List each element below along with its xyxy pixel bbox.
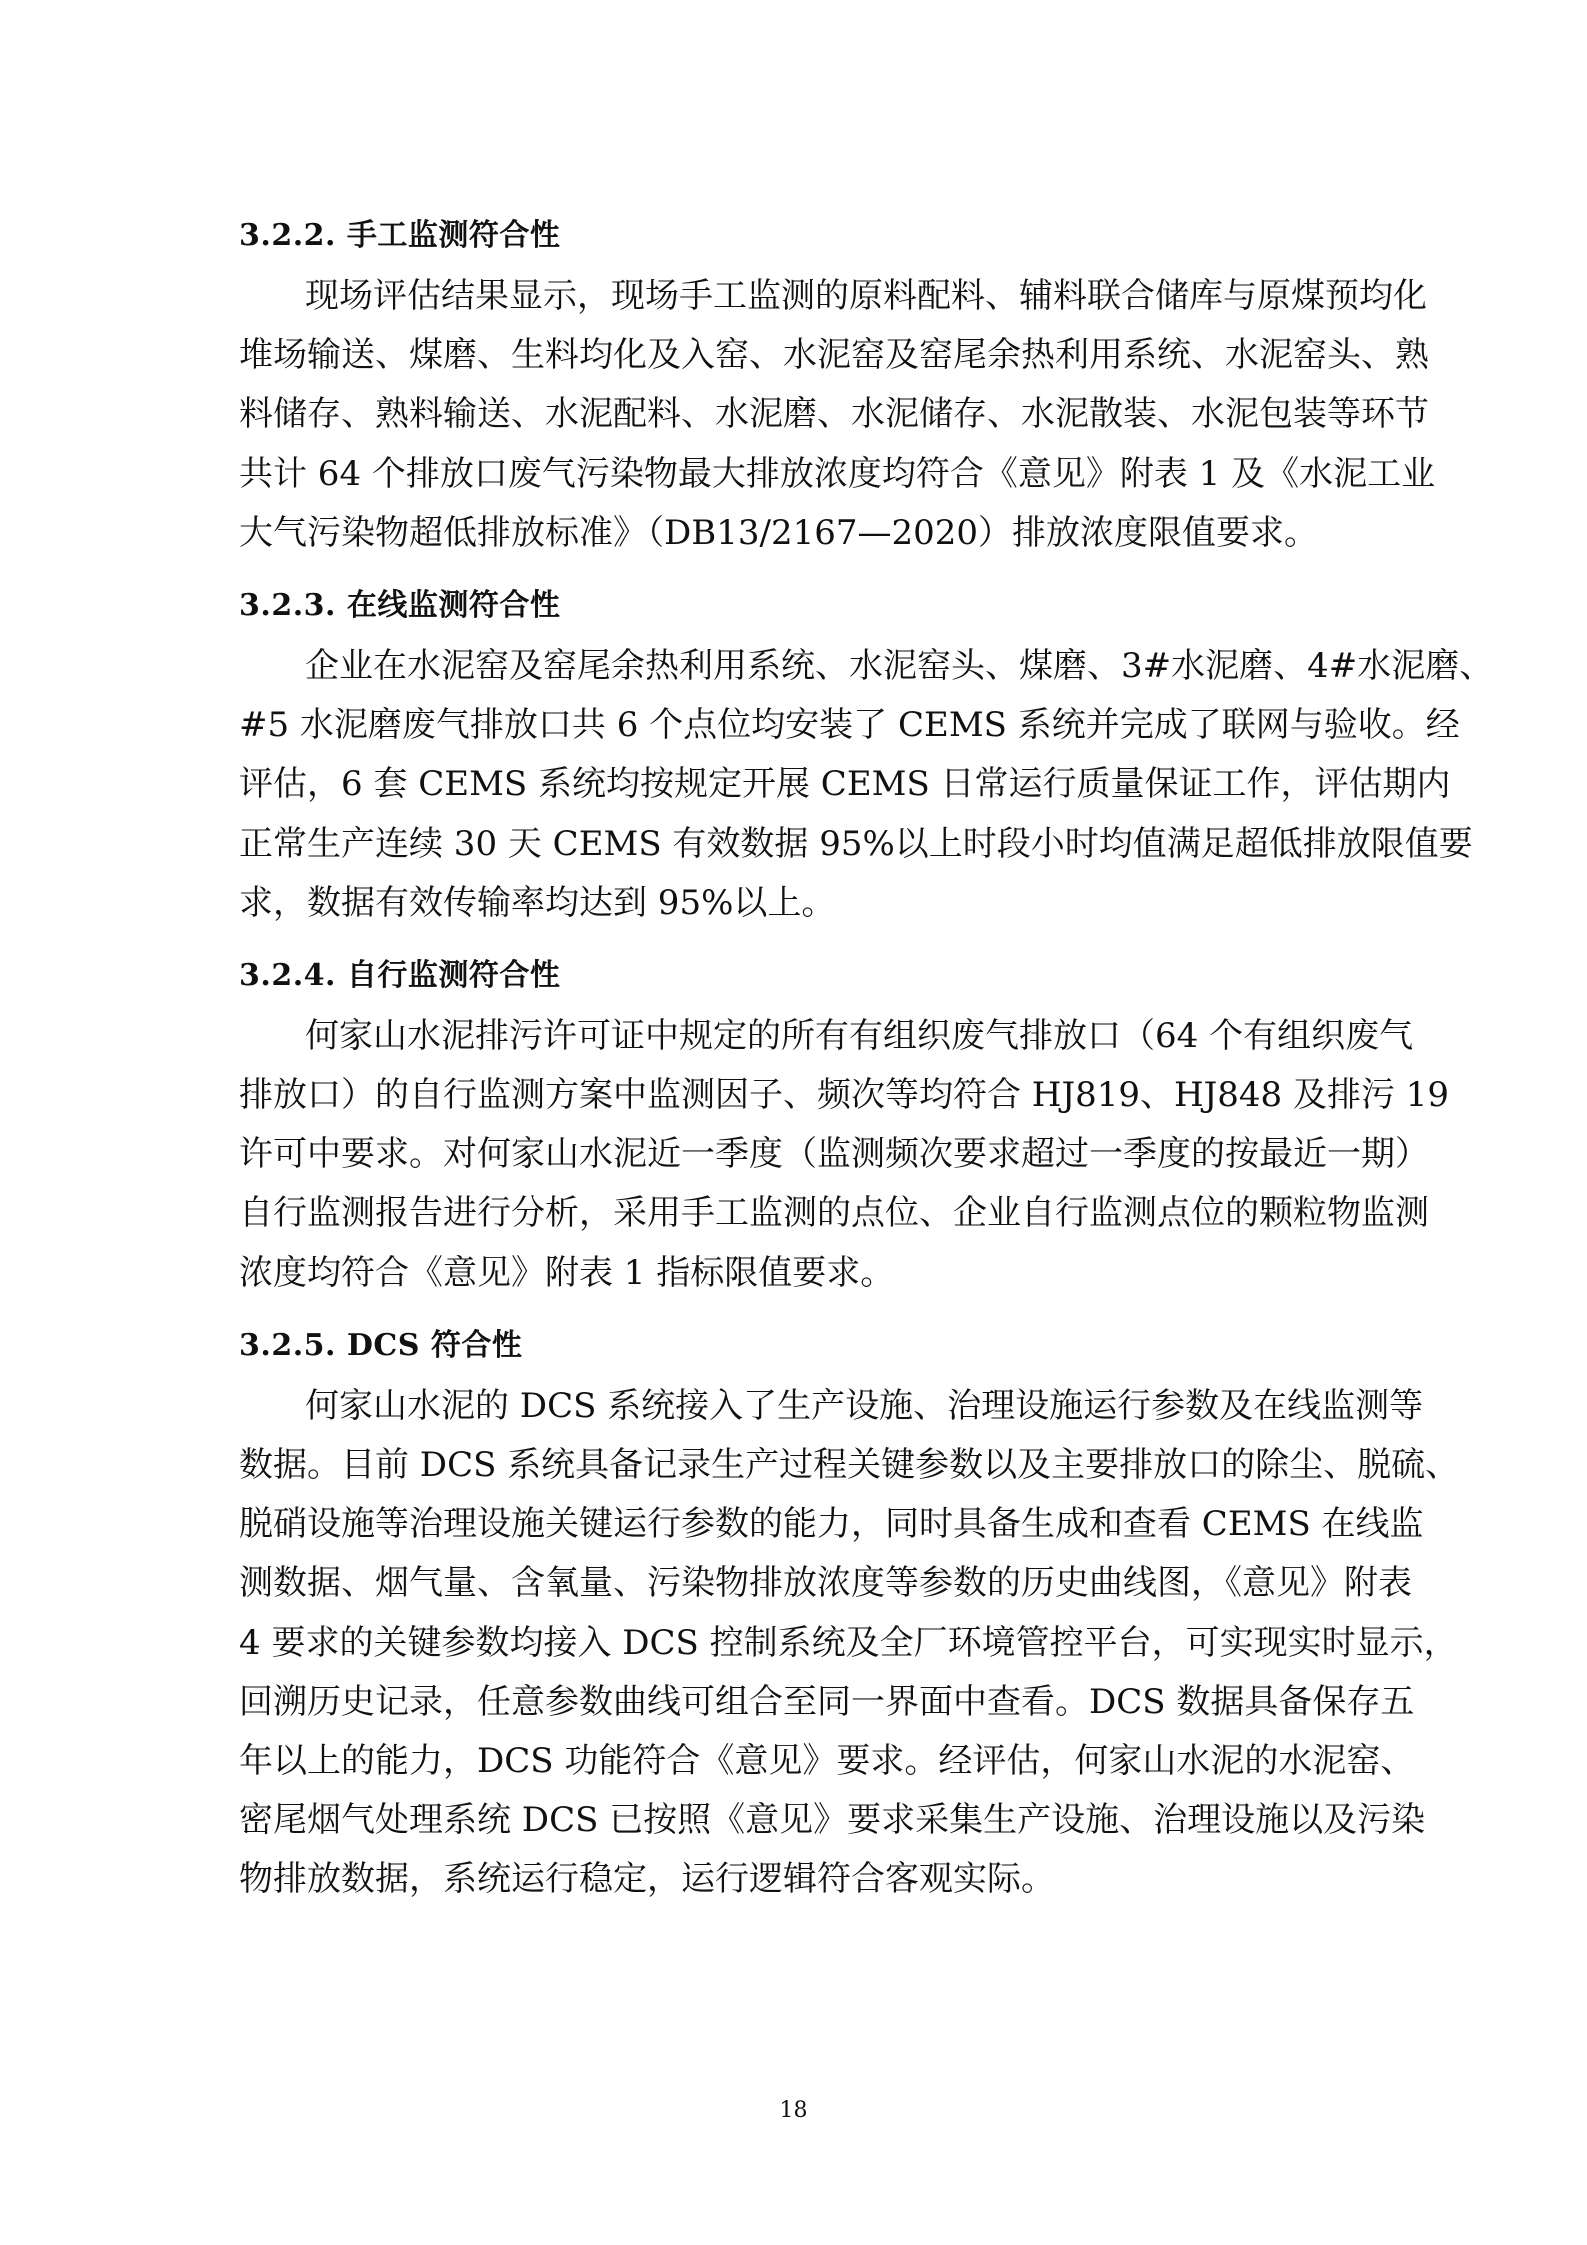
- section-paragraph-3-2-4: [239, 1007, 1450, 1303]
- paragraph-line: 正常生产连续 30 天 CEMS 有效数据 95%以上时段小时均值满足超低排放限值要: [239, 823, 1473, 864]
- paragraph-line: 堆场输送、煤磨、生料均化及入窑、水泥窑及窑尾余热利用系统、水泥窑头、熟: [239, 335, 1429, 376]
- section-heading-3-2-5: 3.2.5. DCS 符合性: [239, 1327, 523, 1363]
- paragraph-line: 许可中要求。对何家山水泥近一季度（监测频次要求超过一季度的按最近一期）: [239, 1134, 1429, 1175]
- paragraph-line: 现场评估结果显示，现场手工监测的原料配料、辅料联合储库与原煤预均化: [305, 276, 1427, 316]
- section-paragraph-3-2-3: [239, 637, 1494, 933]
- paragraph-line: 自行监测报告进行分析，采用手工监测的点位、企业自行监测点位的颗粒物监测: [239, 1193, 1429, 1234]
- paragraph-line: 共计 64 个排放口废气污染物最大排放浓度均符合《意见》附表 1 及《水泥工业: [239, 453, 1436, 494]
- paragraph-line: 企业在水泥窑及窑尾余热利用系统、水泥窑头、煤磨、3#水泥磨、4#水泥磨、: [305, 645, 1494, 686]
- page-number: 18: [779, 2098, 808, 2123]
- section-heading-3-2-3: 3.2.3. 在线监测符合性: [239, 587, 561, 623]
- paragraph-line: 密尾烟气处理系统 DCS 已按照《意见》要求采集生产设施、治理设施以及污染: [239, 1800, 1426, 1841]
- paragraph-line: 排放口）的自行监测方案中监测因子、频次等均符合 HJ819、HJ848 及排污 19: [239, 1075, 1450, 1116]
- paragraph-line: 脱硝设施等治理设施关键运行参数的能力，同时具备生成和查看 CEMS 在线监: [239, 1504, 1424, 1545]
- paragraph-line: 数据。目前 DCS 系统具备记录生产过程关键参数以及主要排放口的除尘、脱硫、: [239, 1445, 1460, 1485]
- paragraph-line: 大气污染物超低排放标准》（DB13/2167—2020）排放浓度限值要求。: [239, 512, 1319, 553]
- paragraph-line: 料储存、熟料输送、水泥配料、水泥磨、水泥储存、水泥散装、水泥包装等环节: [239, 394, 1429, 435]
- paragraph-line: 物排放数据，系统运行稳定，运行逻辑符合客观实际。: [239, 1859, 1055, 1900]
- section-heading-3-2-4: 3.2.4. 自行监测符合性: [239, 957, 561, 993]
- paragraph-line: #5 水泥磨废气排放口共 6 个点位均安装了 CEMS 系统并完成了联网与验收。经: [239, 705, 1460, 746]
- section-paragraph-3-2-2: [239, 267, 1436, 563]
- paragraph-line: 何家山水泥的 DCS 系统接入了生产设施、治理设施运行参数及在线监测等: [305, 1385, 1424, 1426]
- paragraph-line: 4 要求的关键参数均接入 DCS 控制系统及全厂环境管控平台，可实现实时显示，: [239, 1622, 1458, 1663]
- paragraph-line: 浓度均符合《意见》附表 1 指标限值要求。: [239, 1252, 895, 1293]
- section-heading-3-2-2: 3.2.2. 手工监测符合性: [239, 218, 561, 253]
- paragraph-line: 回溯历史记录，任意参数曲线可组合至同一界面中查看。DCS 数据具备保存五: [239, 1681, 1415, 1722]
- paragraph-line: 年以上的能力，DCS 功能符合《意见》要求。经评估，何家山水泥的水泥窑、: [239, 1740, 1415, 1781]
- paragraph-line: 测数据、烟气量、含氧量、污染物排放浓度等参数的历史曲线图，《意见》附表: [239, 1563, 1412, 1604]
- paragraph-line: 评估，6 套 CEMS 系统均按规定开展 CEMS 日常运行质量保证工作，评估期内: [239, 764, 1451, 805]
- paragraph-line: 求，数据有效传输率均达到 95%以上。: [239, 882, 836, 923]
- page-content: [239, 205, 1494, 1910]
- paragraph-line: 何家山水泥排污许可证中规定的所有有组织废气排放口（64 个有组织废气: [305, 1015, 1414, 1056]
- section-paragraph-3-2-5: [239, 1377, 1460, 1910]
